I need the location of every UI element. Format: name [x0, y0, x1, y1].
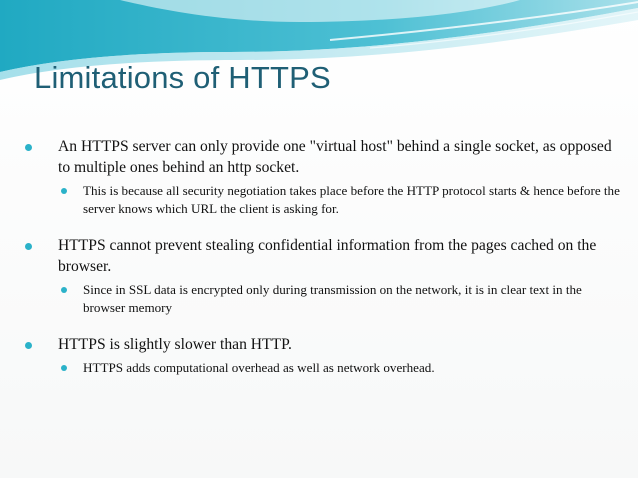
bullet-marker-icon: [25, 144, 32, 151]
sub-bullet-text: Since in SSL data is encrypted only during transmission on the network, it is in clear text in the browser memory: [83, 282, 582, 315]
bullet-text: An HTTPS server can only provide one "virtual host" behind a single socket, as opposed to multiple ones behind an http socket.: [58, 138, 612, 176]
sub-bullet-item: [22, 359, 622, 377]
bullet-item: [22, 136, 622, 178]
slide-title: Limitations of HTTPS: [34, 60, 331, 95]
bullet-marker-icon: [25, 243, 32, 250]
bullet-group: [22, 334, 622, 377]
bullet-item: [22, 235, 622, 277]
bullet-text: HTTPS is slightly slower than HTTP.: [58, 336, 292, 353]
bullet-item: [22, 334, 622, 355]
bullet-marker-icon: [25, 342, 32, 349]
bullet-marker-icon: [61, 287, 67, 293]
sub-bullet-text: This is because all security negotiation takes place before the HTTP protocol starts & hence before the server knows which URL the client is asking for.: [83, 183, 620, 216]
sub-bullet-item: [22, 182, 622, 218]
bullet-text: HTTPS cannot prevent stealing confidential information from the pages cached on the browser.: [58, 237, 597, 275]
bullet-marker-icon: [61, 365, 67, 371]
sub-bullet-text: HTTPS adds computational overhead as well as network overhead.: [83, 360, 435, 375]
bullet-list: [22, 136, 622, 394]
sub-bullet-item: [22, 281, 622, 317]
bullet-group: [22, 235, 622, 317]
bullet-marker-icon: [61, 188, 67, 194]
bullet-group: [22, 136, 622, 218]
